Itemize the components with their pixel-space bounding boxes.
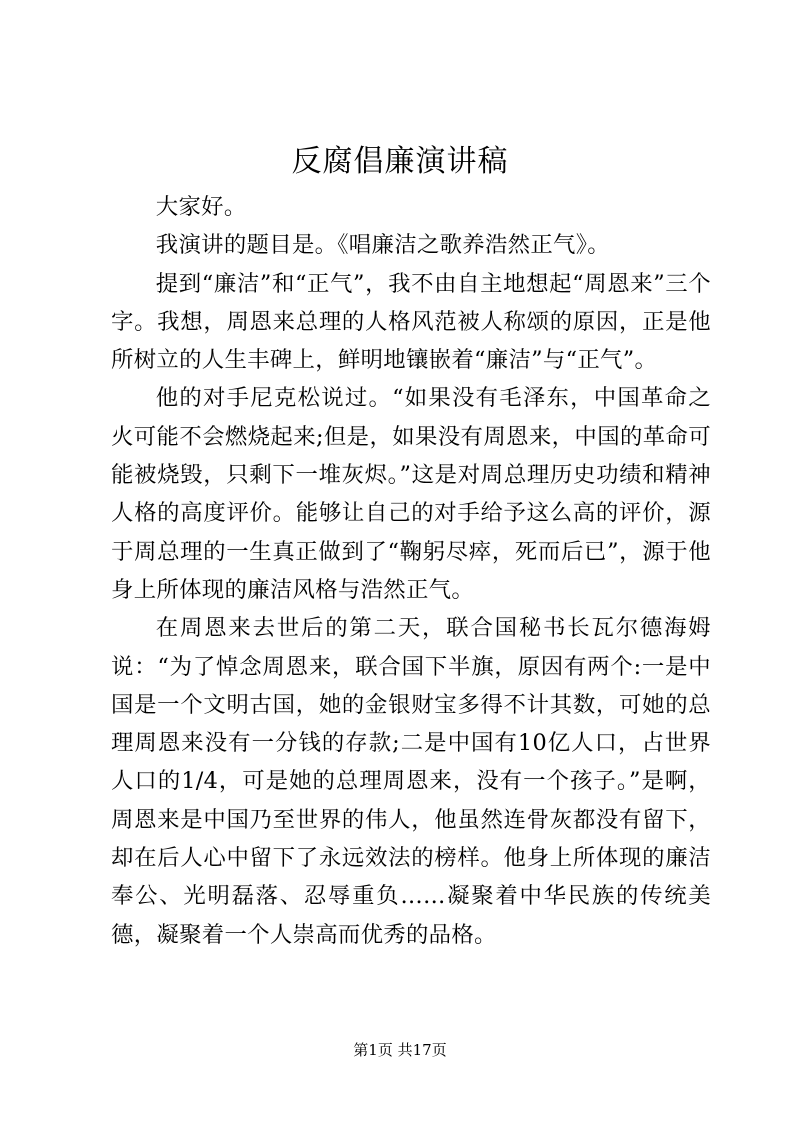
- paragraph-nixon-quote: 他的对手尼克松说过。“如果没有毛泽东，中国革命之火可能不会燃烧起来;但是，如果没有周恩来，中国的革命可能被烧毁，只剩下一堆灰烬。”这是对周总理历史功绩和精神人格的高度评价。能够让自己的对手给予这么高的评价，源于周总理的一生真正做到了“鞠躬尽瘁，死而后已”，源于他身上所体现的廉洁风格与浩然正气。: [111, 385, 711, 603]
- paragraph-topic: 我演讲的题目是。《唱廉洁之歌养浩然正气》。: [155, 232, 610, 259]
- paragraph-un-tribute: 在周恩来去世后的第二天，联合国秘书长瓦尔德海姆说：“为了悼念周恩来，联合国下半旗，原因有两个:一是中国是一个文明古国，她的金银财宝多得不计其数，可她的总理周恩来没有一分钱的存款;二是中国有10亿人口，占世界人口的1/4，可是她的总理周恩来，没有一个孩子。”是啊，周恩来是中国乃至世界的伟人，他虽然连骨灰都没有留下，却在后人心中留下了永远效法的榜样。他身上所体现的廉洁奉公、光明磊落、忍辱重负……凝聚着中华民族的传统美德，凝聚着一个人崇高而优秀的品格。: [111, 615, 711, 948]
- paragraph-greeting: 大家好。: [155, 194, 247, 220]
- document-body: [111, 188, 711, 954]
- page-title: 反腐倡廉演讲稿: [291, 144, 509, 179]
- page-number-footer: 第1页 共17页: [353, 1041, 447, 1059]
- paragraph-intro: 提到“廉洁”和“正气”，我不由自主地想起“周恩来”三个字。我想，周恩来总理的人格风范被人称颂的原因，正是他所树立的人生丰碑上，鲜明地镶嵌着“廉洁”与“正气”。: [111, 270, 711, 374]
